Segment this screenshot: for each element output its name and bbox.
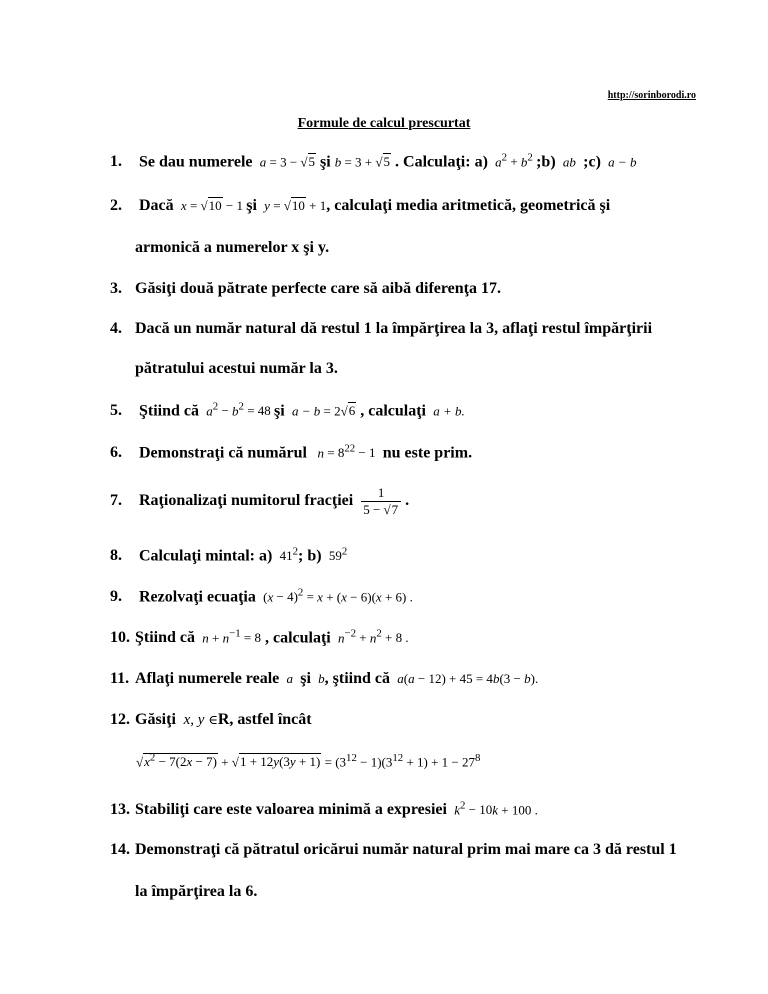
- problem-9: 9. Rezolvaţi ecuaţia $(x - 4)^2 = x + (x - 6)(x + 6)$ .: [110, 587, 413, 606]
- problem-4: 4. Dacă un număr natural dă restul 1 la împărţirea la 3, aflaţi restul împărţirii: [110, 320, 653, 337]
- problem-10: 10. Ştiind că $n + n^{-1} = 8$ , calculaţi $n^{-2} + n^2 + 8$ .: [110, 628, 409, 647]
- problem-14: 14. Demonstraţi că pătratul oricărui număr natural prim mai mare ca 3 dă restul 1: [110, 841, 677, 858]
- problem-7: 7. Raţionalizaţi numitorul fracţiei $\frac{1}{5 - √7}$ .: [110, 485, 410, 517]
- problem-3: 3. Găsiţi două pătrate perfecte care să aibă diferenţa 17.: [110, 280, 502, 297]
- problem-4-cont: pătratului acestui număr la 3.: [135, 360, 338, 377]
- problem-14-cont: la împărţirea la 6.: [135, 883, 258, 900]
- problem-1: 1. Se dau numerele a = 3 − √5 şi b = 3 + √5 . Calculaţi: a) $a^2 + b^2$ ;b) ab ;c) a − b: [110, 152, 637, 171]
- problem-12-equation: $√x^2 - 7(2x - 7) + √1 + 12y(3y + 1) = (3^{12} - 1)(3^{12} + 1) + 1 - 27^8$: [136, 752, 481, 770]
- problem-8: 8. Calculaţi mintal: a) $41^2$; b) $59^2$: [110, 546, 348, 565]
- problem-2-cont: armonică a numerelor x şi y.: [135, 239, 330, 256]
- fraction: $\frac{1}{5 - √7}$: [361, 485, 401, 518]
- problem-5: 5. Ştiind că $a^2 - b^2 = 48$ şi a − b = 2√6 , calculaţi a + b.: [110, 401, 465, 420]
- problem-2: 2. Dacă x = √10 − 1 şi y = √10 + 1, calculaţi media aritmetică, geometrică şi: [110, 197, 611, 214]
- problem-13: 13. Stabiliţi care este valoarea minimă a expresiei $k^2 - 10k + 100$ .: [110, 800, 538, 819]
- site-url[interactable]: http://sorinborodi.ro: [607, 90, 696, 101]
- problem-6: 6. Demonstraţi că numărul $n = 8^{22} - 1$ nu este prim.: [110, 443, 473, 462]
- problem-11: 11. Aflaţi numerele reale a şi b, ştiind că a(a − 12) + 45 = 4b(3 − b).: [110, 670, 539, 687]
- problem-12: 12. Găsiţi x, y ∈R, astfel încât: [110, 711, 312, 728]
- page-title: Formule de calcul prescurtat: [297, 116, 471, 131]
